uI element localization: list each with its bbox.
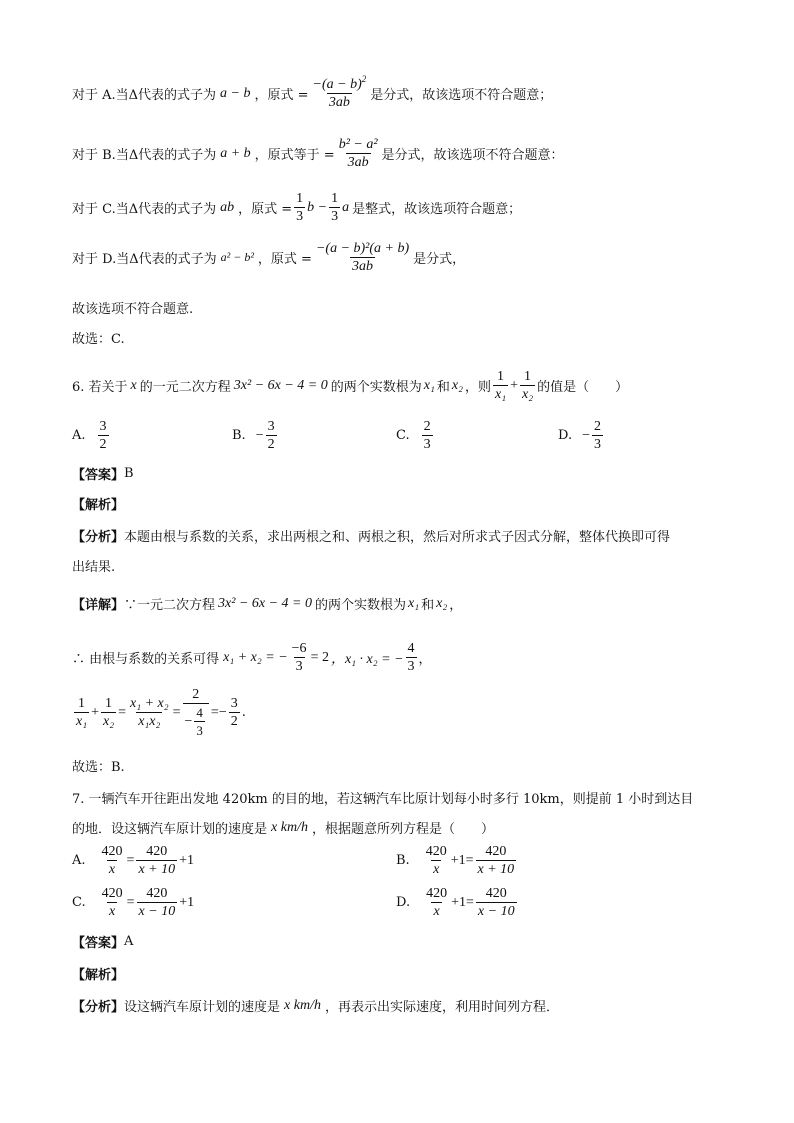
option-a: A. $\frac{420}{x}$ = $\frac{420}{x + 10}$ +1 [72, 844, 195, 877]
equals: = [172, 704, 181, 720]
root-x2: x₂ [451, 377, 463, 393]
denominator: x − 10 [138, 904, 176, 919]
fraction [424, 843, 449, 878]
fraction [137, 885, 178, 920]
fraction [314, 240, 411, 275]
numerator: 420 [101, 886, 123, 901]
numerator: 3 [99, 419, 107, 434]
analysis-tag: 【分析】 [72, 530, 125, 545]
fraction [476, 843, 517, 878]
option-d: D. $\frac{420}{x}$ +1 = $\frac{420}{x - 10}$ [396, 886, 515, 919]
fraction [406, 640, 417, 675]
sign: − [582, 427, 590, 443]
text: 的值是（ ） [537, 380, 629, 395]
option-b [232, 418, 279, 453]
solution-line-a [72, 76, 552, 111]
analysis-6-cont: 出结果. [72, 560, 116, 575]
fraction [294, 190, 305, 225]
text: 和 [421, 598, 435, 613]
denominator: 3 [331, 209, 339, 224]
text: ，原式 = [257, 252, 312, 267]
text: ，则 [464, 380, 491, 395]
numerator: 3 [267, 419, 275, 434]
answer-7 [72, 932, 133, 951]
denominator: x [433, 862, 440, 877]
var-speed: x km/h [271, 819, 308, 835]
var-x: x [130, 377, 137, 393]
denominator: 3 [423, 437, 431, 452]
text: ∴ 由根与系数的关系可得 [72, 652, 220, 667]
numerator: b² − a² [338, 137, 378, 152]
solution-line-b [72, 136, 564, 171]
analysis-7 [72, 996, 559, 1015]
fraction [424, 885, 449, 920]
numerator: −(a − b) [312, 77, 362, 92]
fraction: $\frac{1}{\text{x₂}}$ [521, 369, 534, 402]
analysis-text: 本题由根与系数的关系，求出两根之和、两根之积，然后对所求式子因式分解，整体代换即可得 [124, 530, 671, 545]
text: ， [418, 652, 432, 667]
denominator: x [108, 862, 116, 877]
solution-line-c [72, 190, 521, 225]
period: . [241, 705, 246, 720]
solution-line-d [72, 240, 465, 275]
text: 是整式，故该选项符合题意； [352, 202, 522, 217]
option-c: C. $\frac{420}{x}$ = $\frac{420}{x - 10}$ +1 [72, 886, 195, 919]
numerator: 420 [425, 844, 447, 859]
fraction [194, 704, 205, 739]
sum-result: = 2 [310, 649, 329, 665]
option-label: C. [396, 428, 410, 443]
fraction [337, 136, 380, 171]
fraction: $\frac{-(a - b)^2}{3ab}$ [312, 74, 367, 110]
numerator: 2 [594, 419, 601, 434]
math-expr: a + b [220, 145, 251, 161]
denominator: 3 [407, 659, 415, 674]
text: ∵一元二次方程 [124, 598, 216, 613]
answer-select-5: 故选：C. [72, 332, 125, 347]
numerator: 3 [230, 696, 238, 711]
sum-expr: x₁ + x₂ = − [223, 649, 288, 665]
root-x1: x₁ [408, 595, 420, 611]
calc-line: 1 x₁ + $\frac{1}{\text{x₂}}$ = $\frac{\text{x₁ + x₂}}{\text{x₁x₂}}$ = 2 − $\frac{4}{3}$ = − $\frac{3}{2}$ . [76, 687, 246, 738]
denominator: 3ab [352, 259, 374, 274]
plus-one: +1 [179, 852, 195, 868]
denominator: 3ab [347, 155, 369, 170]
math-term: a [342, 199, 350, 215]
analysis-heading-7: 【解析】 [72, 968, 125, 983]
text: ，根据题意所列方程是（ ） [311, 822, 494, 837]
option-label: C. [72, 895, 86, 910]
numerator: 1 [331, 191, 339, 206]
analysis-heading-6: 【解析】 [72, 498, 125, 513]
text: 对于 B.当Δ代表的式子为 [72, 148, 217, 163]
text: 的地．设这辆汽车原计划的速度是 [72, 822, 268, 837]
numerator: 420 [146, 886, 168, 901]
text: 的一元二次方程 [139, 380, 231, 395]
option-label: A. [72, 428, 86, 443]
answer-select-6: 故选：B. [72, 760, 125, 775]
option-d [558, 418, 605, 453]
text: 的两个实数根为 [330, 380, 422, 395]
denominator: 2 [230, 714, 238, 729]
analysis-tag: 【分析】 [72, 1000, 125, 1015]
fraction [100, 885, 125, 920]
analysis-6 [72, 526, 670, 545]
text: 对于 A.当Δ代表的式子为 [72, 88, 217, 103]
plus: + [91, 704, 99, 720]
denominator: 3 [196, 723, 203, 738]
vieta-line [72, 640, 432, 675]
numerator: x₁ + x₂ [130, 696, 169, 711]
answer-6 [72, 464, 134, 483]
fraction [290, 640, 309, 675]
text: ，再表示出实际速度，利用时间列方程． [324, 1000, 559, 1015]
product-expr: ，x₁ · x₂ = − [330, 651, 404, 667]
numerator: 420 [426, 886, 448, 901]
plus-one: +1 [451, 894, 466, 910]
fraction: 1 x₁ [76, 696, 88, 729]
numerator: 4 [407, 641, 415, 656]
numerator: 420 [485, 844, 507, 859]
fraction [128, 695, 171, 730]
text: 设这辆汽车原计划的速度是 [124, 1000, 281, 1015]
answer-tag: 【答案】 [72, 936, 125, 951]
denominator: x₂ [521, 387, 534, 402]
fraction [98, 418, 109, 453]
denominator: x [433, 904, 440, 919]
math-expr: ab [220, 199, 235, 215]
numerator: 420 [101, 844, 123, 859]
numerator: 2 [423, 419, 431, 434]
fraction [183, 686, 209, 739]
denominator: x₁x₂ [138, 714, 161, 729]
math-expr: a − b [220, 85, 251, 101]
sign: − [255, 427, 264, 443]
equation: 3x² − 6x − 4 = 0 [218, 595, 312, 611]
numerator: 1 [296, 191, 304, 206]
detail-6 [72, 594, 462, 613]
denominator: 3 [594, 437, 601, 452]
denominator [183, 703, 209, 739]
fraction [266, 418, 277, 453]
text: ，原式 = [254, 88, 309, 103]
text: ， [449, 598, 463, 613]
denominator: x₂ [103, 714, 115, 729]
question-7-line-2 [72, 818, 494, 837]
question-6: 6. 若关于 x 的一元二次方程 3x² − 6x − 4 = 0 的两个实数根为 x₁ 和 x₂ ，则 1 x₁ + $\frac{1}{\text{x₂}}$ 的值是（ ） [72, 369, 629, 402]
denominator: x₁ [494, 387, 507, 402]
text: 是分式， [413, 252, 466, 267]
answer-value: B [124, 466, 134, 481]
denominator: x [109, 904, 116, 919]
numerator: −6 [291, 641, 307, 656]
fraction: 1 x₁ [494, 369, 507, 402]
denominator: 3 [295, 659, 303, 674]
numerator: −(a − b)²(a + b) [315, 241, 410, 256]
fraction [100, 843, 125, 878]
root-x2: x₂ [436, 595, 448, 611]
denominator: 2 [267, 437, 275, 452]
denominator: x + 10 [138, 862, 176, 877]
option-c [396, 418, 435, 453]
denominator: 3 [296, 209, 304, 224]
option-label: D. [396, 895, 411, 910]
fraction: $\frac{1}{\text{x₂}}$ [103, 696, 115, 729]
text: 是分式，故该选项不符合题意； [370, 88, 553, 103]
math-expr: a² − b² [220, 250, 254, 264]
answer-tag: 【答案】 [72, 468, 125, 483]
numerator: 4 [196, 705, 203, 720]
fraction [329, 190, 340, 225]
sign: − [184, 714, 193, 729]
option-label: D. [558, 428, 573, 443]
detail-tag: 【详解】 [72, 598, 125, 613]
equals: = [118, 704, 126, 720]
text: 对于 D.当Δ代表的式子为 [72, 252, 217, 267]
text: 对于 C.当Δ代表的式子为 [72, 202, 217, 217]
text: 的两个实数根为 [315, 598, 407, 613]
numerator: 420 [485, 886, 507, 901]
text: 是分式，故该选项不符合题意： [381, 148, 564, 163]
text: ，原式等于 = [254, 148, 335, 163]
option-a [72, 418, 111, 453]
option-label: B. [396, 853, 410, 868]
denominator: 2 [99, 437, 107, 452]
denominator: 3ab [328, 95, 350, 110]
fraction [592, 418, 603, 453]
denominator: x₁ [76, 714, 88, 729]
denominator: x − 10 [477, 904, 515, 919]
plus-one: +1 [179, 894, 195, 910]
text: 6. 若关于 [72, 380, 128, 395]
fraction [476, 885, 517, 920]
text: 和 [436, 380, 450, 395]
solution-line-e: 故该选项不符合题意. [72, 302, 194, 317]
option-label: A. [72, 853, 86, 868]
denominator: x + 10 [477, 862, 515, 877]
math-term: b − [307, 199, 328, 215]
text: ，原式 = [238, 202, 293, 217]
option-label: B. [232, 428, 246, 443]
fraction [229, 695, 240, 730]
numerator: 420 [146, 844, 168, 859]
fraction [136, 843, 177, 878]
plus-one: +1 [450, 852, 466, 868]
equation: 3x² − 6x − 4 = 0 [233, 377, 328, 393]
question-7-line-1: 7. 一辆汽车开往距出发地 420km 的目的地，若这辆汽车比原计划每小时多行 10km，则提前 1 小时到达目 [72, 792, 694, 807]
answer-value: A [124, 934, 134, 949]
option-b: B. $\frac{420}{x}$ +1 = $\frac{420}{x + 10}$ [396, 844, 515, 877]
var-speed: x km/h [284, 997, 321, 1013]
numerator: 2 [192, 687, 200, 702]
root-x1: x₁ [423, 377, 435, 393]
fraction [422, 418, 433, 453]
